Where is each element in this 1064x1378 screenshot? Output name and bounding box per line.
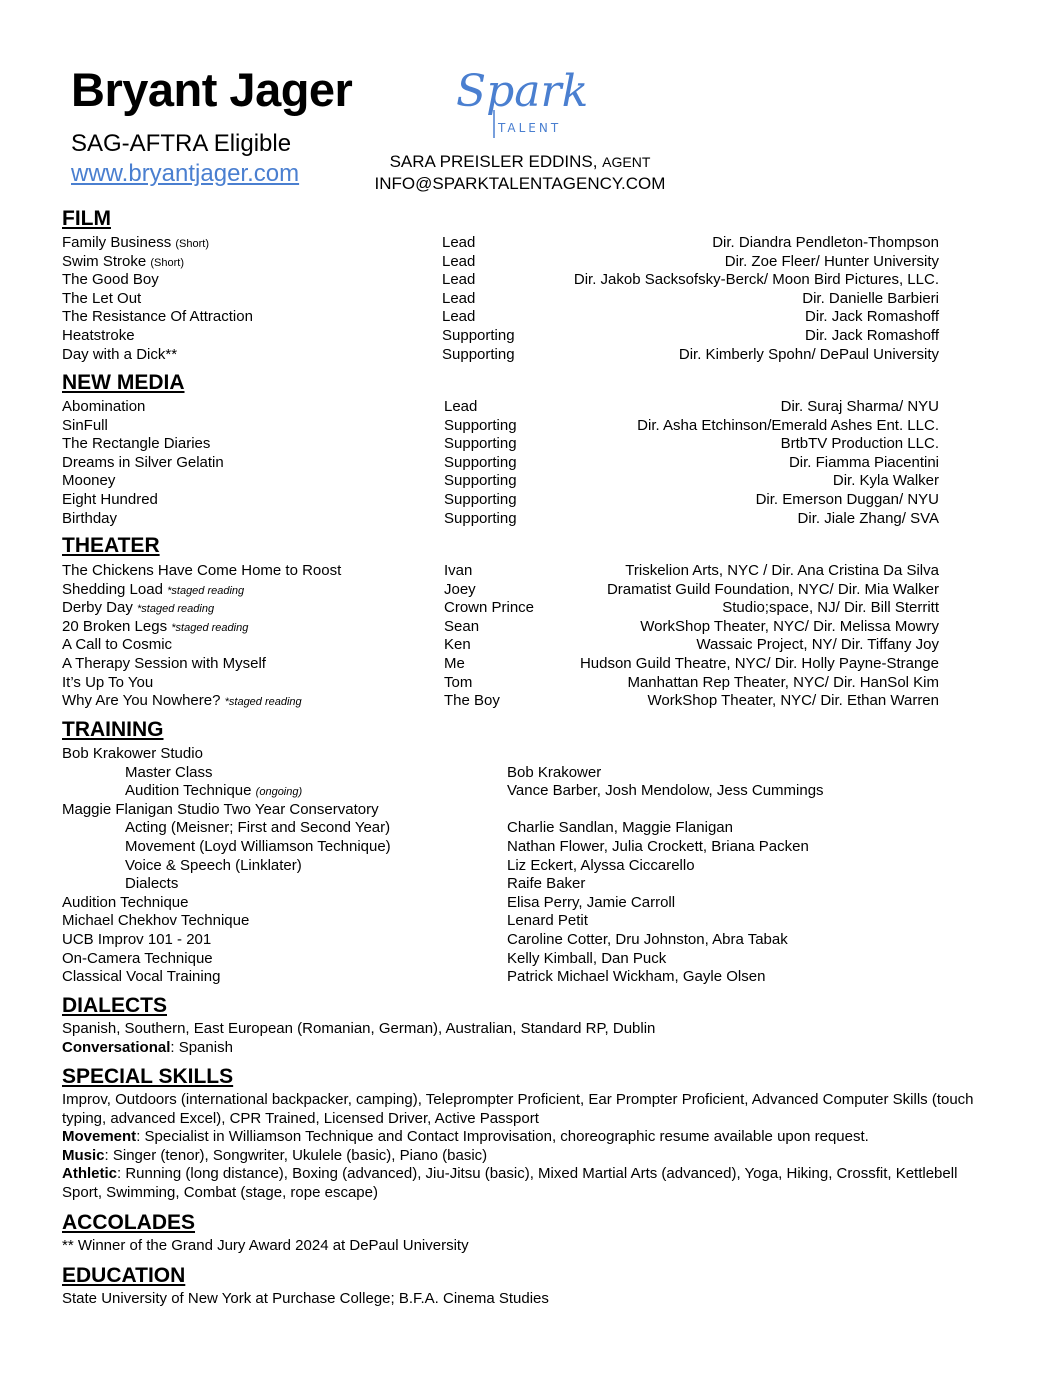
credit-row bbox=[62, 453, 939, 472]
credit-title bbox=[62, 453, 224, 472]
training-teacher: Elisa Perry, Jamie Carroll bbox=[507, 893, 676, 911]
credit-title-text: Shedding Load bbox=[62, 580, 163, 598]
credit-title-text: A Call to Cosmic bbox=[62, 636, 173, 654]
training-course-text: Master Class bbox=[125, 763, 213, 781]
credit-director: Triskelion Arts, NYC / Dir. Ana Cristina Da Silva bbox=[625, 562, 939, 579]
credit-title-text: Mooney bbox=[62, 472, 116, 490]
credit-director: Dramatist Guild Foundation, NYC/ Dir. Mia Walker bbox=[606, 580, 939, 598]
training-course-text: Michael Chekhov Technique bbox=[62, 912, 250, 930]
training-course bbox=[62, 893, 189, 912]
agent-line bbox=[360, 151, 680, 173]
section-title-dialects: DIALECTS bbox=[62, 994, 167, 1017]
credit-note: *staged reading bbox=[137, 603, 215, 616]
credit-director: Dir. Jakob Sacksofsky-Berck/ Moon Bird Pictures, LLC. bbox=[573, 271, 939, 289]
credit-row bbox=[62, 326, 939, 345]
credit-title-text: 20 Broken Legs bbox=[62, 617, 168, 635]
credit-title-text: It’s Up To You bbox=[62, 673, 154, 691]
agent-title: AGENT bbox=[602, 154, 651, 170]
music-label: Music bbox=[62, 1146, 105, 1164]
dialects-text bbox=[62, 1020, 992, 1057]
conversational-label: Conversational bbox=[62, 1038, 171, 1056]
section-title-accolades: ACCOLADES bbox=[62, 1211, 196, 1234]
credit-title bbox=[62, 691, 302, 712]
credit-row bbox=[62, 617, 939, 636]
athletic-value: : Running (long distance), Boxing (advanced), Jiu-Jitsu (basic), Mixed Martial Arts (advanced), Yoga, Hiking, Crossfit, Kettlebell Sport, Swimming, Combat (stage, rope escape) bbox=[62, 1165, 958, 1201]
credit-row bbox=[62, 416, 939, 435]
credit-director: Manhattan Rep Theater, NYC/ Dir. HanSol Kim bbox=[627, 673, 939, 691]
training-course-text: Dialects bbox=[125, 875, 179, 893]
dialects-list: Spanish, Southern, East European (Romanian, German), Australian, Standard RP, Dublin bbox=[62, 1020, 656, 1037]
conversational-value: : Spanish bbox=[170, 1038, 233, 1056]
credit-row bbox=[62, 289, 939, 308]
training-course bbox=[62, 949, 213, 968]
credit-row bbox=[62, 252, 939, 271]
website-link[interactable]: www.bryantjager.com bbox=[71, 160, 300, 187]
training-teacher: Caroline Cotter, Dru Johnston, Abra Tabak bbox=[507, 931, 788, 948]
credit-director: WorkShop Theater, NYC/ Dir. Ethan Warren bbox=[647, 692, 939, 710]
training-course bbox=[125, 763, 213, 782]
athletic-label: Athletic bbox=[62, 1165, 118, 1183]
credit-row bbox=[62, 307, 939, 326]
credit-director: Dir. Jack Romashoff bbox=[805, 327, 939, 344]
credit-row bbox=[62, 598, 939, 617]
credit-row bbox=[62, 233, 939, 252]
credit-director: Dir. Jiale Zhang/ SVA bbox=[797, 509, 939, 527]
credit-row bbox=[62, 673, 939, 692]
credit-title bbox=[62, 307, 253, 326]
conversational-line bbox=[62, 1039, 992, 1058]
credit-role: Lead bbox=[442, 308, 476, 326]
credit-role: Crown Prince bbox=[444, 599, 535, 617]
credit-role: Supporting bbox=[444, 509, 517, 527]
credit-title bbox=[62, 416, 108, 435]
credit-director: Wassaic Project, NY/ Dir. Tiffany Joy bbox=[696, 636, 939, 654]
training-course bbox=[125, 837, 391, 856]
agent-info bbox=[360, 151, 680, 195]
credit-director: Dir. Kimberly Spohn/ DePaul University bbox=[678, 345, 939, 363]
credit-director: Dir. Zoe Fleer/ Hunter University bbox=[724, 252, 939, 270]
credit-role: Lead bbox=[442, 271, 476, 289]
credit-title-text: A Therapy Session with Myself bbox=[62, 655, 266, 672]
credit-director: Dir. Suraj Sharma/ NYU bbox=[780, 398, 939, 415]
education-text: State University of New York at Purchase College; B.F.A. Cinema Studies bbox=[62, 1290, 549, 1307]
credit-role: Supporting bbox=[444, 491, 517, 508]
credit-director: WorkShop Theater, NYC/ Dir. Melissa Mowry bbox=[640, 617, 939, 635]
spark-talent-logo bbox=[448, 62, 588, 142]
section-title-theater: THEATER bbox=[62, 534, 160, 557]
credit-title-text: Swim Stroke bbox=[62, 252, 147, 270]
training-course-text: Bob Krakower Studio bbox=[62, 745, 203, 762]
section-title-training: TRAINING bbox=[62, 718, 164, 741]
credit-title-text: Dreams in Silver Gelatin bbox=[62, 453, 224, 471]
training-course bbox=[125, 874, 178, 893]
credit-note: *staged reading bbox=[167, 584, 245, 597]
credit-title bbox=[62, 434, 210, 453]
credit-director: Dir. Asha Etchinson/Emerald Ashes Ent. LLC. bbox=[637, 416, 939, 434]
skills-general: Improv, Outdoors (international backpacker, camping), Teleprompter Proficient, Ear Prompter Proficient, Advanced Computer Skills (touch typing, advanced Excel), CPR Trained, Licensed Driver, Active Passport bbox=[62, 1091, 974, 1127]
logo-script-text: Spark bbox=[456, 66, 588, 117]
credit-director: Dir. Kyla Walker bbox=[832, 472, 939, 490]
section-title-special-skills: SPECIAL SKILLS bbox=[62, 1065, 234, 1088]
credit-director: Studio;space, NJ/ Dir. Bill Sterritt bbox=[722, 599, 939, 617]
credit-role: The Boy bbox=[444, 692, 500, 710]
credit-role: Lead bbox=[442, 289, 476, 307]
training-teacher: Bob Krakower bbox=[507, 763, 602, 781]
credit-director: Dir. Jack Romashoff bbox=[805, 308, 939, 326]
credit-role: Ken bbox=[444, 636, 471, 654]
training-course-text: Audition Technique bbox=[125, 782, 252, 800]
credit-note: (Short) bbox=[150, 256, 184, 269]
credit-role: Lead bbox=[442, 234, 476, 251]
training-teacher: Liz Eckert, Alyssa Ciccarello bbox=[507, 856, 695, 874]
credit-role: Supporting bbox=[444, 416, 517, 434]
training-course-text: Classical Vocal Training bbox=[62, 968, 221, 986]
credit-row bbox=[62, 509, 939, 528]
music-value: : Singer (tenor), Songwriter, Ukulele (basic), Piano (basic) bbox=[104, 1146, 488, 1164]
credit-row bbox=[62, 345, 939, 364]
credit-row bbox=[62, 471, 939, 490]
training-course-text: Movement (Loyd Williamson Technique) bbox=[125, 838, 391, 855]
training-course bbox=[62, 967, 220, 986]
credit-role: Lead bbox=[444, 398, 478, 415]
credit-row bbox=[62, 561, 939, 580]
accolades-text: ** Winner of the Grand Jury Award 2024 at DePaul University bbox=[62, 1237, 469, 1254]
credit-row bbox=[62, 691, 939, 710]
credit-role: Lead bbox=[442, 252, 476, 270]
credit-director: Dir. Fiamma Piacentini bbox=[788, 453, 939, 471]
credit-note: (Short) bbox=[175, 238, 209, 250]
actor-name: Bryant Jager bbox=[71, 63, 353, 116]
credit-title-text: The Let Out bbox=[62, 289, 142, 307]
credit-title bbox=[62, 345, 177, 364]
credit-title bbox=[62, 289, 141, 308]
credit-role: Supporting bbox=[442, 327, 515, 344]
credit-title bbox=[62, 654, 266, 673]
credit-title-text: Heatstroke bbox=[62, 327, 135, 344]
training-teacher: Patrick Michael Wickham, Gayle Olsen bbox=[507, 968, 766, 986]
credit-director: Dir. Diandra Pendleton-Thompson bbox=[712, 234, 939, 251]
credit-title-text: Abomination bbox=[62, 398, 146, 415]
training-teacher: Vance Barber, Josh Mendolow, Jess Cummings bbox=[507, 782, 824, 800]
credit-title-text: Family Business bbox=[62, 234, 172, 251]
credit-role: Joey bbox=[444, 580, 476, 598]
agent-email[interactable]: INFO@SPARKTALENTAGENCY.COM bbox=[374, 174, 666, 194]
credit-role: Supporting bbox=[444, 472, 517, 490]
credit-role: Supporting bbox=[444, 435, 517, 453]
credit-director: Dir. Emerson Duggan/ NYU bbox=[755, 491, 939, 508]
training-teacher: Charlie Sandlan, Maggie Flanigan bbox=[507, 819, 733, 837]
training-course-text: Audition Technique bbox=[62, 893, 189, 911]
skills-music bbox=[62, 1147, 992, 1166]
credit-title bbox=[62, 635, 172, 654]
credit-role: Sean bbox=[444, 617, 480, 635]
credit-title bbox=[62, 326, 135, 345]
movement-label: Movement bbox=[62, 1128, 137, 1146]
credit-row bbox=[62, 580, 939, 599]
credit-row bbox=[62, 270, 939, 289]
training-course bbox=[62, 800, 379, 819]
credit-role: Ivan bbox=[444, 562, 473, 579]
credit-director: BrtbTV Production LLC. bbox=[780, 435, 939, 453]
credit-title-text: The Resistance Of Attraction bbox=[62, 308, 253, 326]
credit-role: Me bbox=[444, 655, 465, 672]
credit-title-text: The Rectangle Diaries bbox=[62, 435, 211, 453]
credit-title-text: Derby Day bbox=[62, 599, 133, 617]
credit-title bbox=[62, 561, 341, 580]
credit-row bbox=[62, 490, 939, 509]
training-teacher: Raife Baker bbox=[507, 875, 586, 893]
logo-sub-text: TALENT bbox=[498, 121, 562, 135]
union-status: SAG-AFTRA Eligible bbox=[71, 130, 292, 157]
movement-value: : Specialist in Williamson Technique and Contact Improvisation, choreographic resume available upon request. bbox=[136, 1128, 869, 1146]
training-course-text: Voice & Speech (Linklater) bbox=[125, 856, 302, 874]
section-title-new-media: NEW MEDIA bbox=[62, 371, 185, 394]
credit-title-text: Eight Hundred bbox=[62, 491, 158, 508]
training-course-text: Acting (Meisner; First and Second Year) bbox=[125, 819, 391, 837]
credit-title-text: Why Are You Nowhere? bbox=[62, 692, 221, 710]
credit-title bbox=[62, 397, 145, 416]
credit-director: Hudson Guild Theatre, NYC/ Dir. Holly Payne-Strange bbox=[579, 655, 939, 672]
credit-title bbox=[62, 471, 115, 490]
agent-name: SARA PREISLER EDDINS, bbox=[389, 152, 598, 171]
credit-row bbox=[62, 434, 939, 453]
credit-role: Supporting bbox=[444, 453, 517, 471]
training-course-text: On-Camera Technique bbox=[62, 949, 213, 967]
training-course-text: UCB Improv 101 - 201 bbox=[62, 931, 212, 948]
credit-title bbox=[62, 270, 159, 289]
credit-title bbox=[62, 509, 117, 528]
credit-title-text: The Good Boy bbox=[62, 271, 159, 289]
training-course bbox=[125, 818, 390, 837]
section-title-education: EDUCATION bbox=[62, 1264, 186, 1287]
credit-row bbox=[62, 397, 939, 416]
training-teacher: Kelly Kimball, Dan Puck bbox=[507, 949, 667, 967]
credit-title-text: Day with a Dick** bbox=[62, 345, 178, 363]
credit-title-text: SinFull bbox=[62, 416, 108, 434]
skills-movement bbox=[62, 1128, 992, 1147]
training-course-text: Maggie Flanigan Studio Two Year Conservatory bbox=[62, 800, 379, 818]
credit-role: Supporting bbox=[442, 345, 515, 363]
credit-title-text: The Chickens Have Come Home to Roost bbox=[62, 562, 342, 579]
training-course bbox=[125, 856, 302, 875]
credit-director: Dir. Danielle Barbieri bbox=[802, 289, 939, 307]
training-note: (ongoing) bbox=[255, 786, 303, 799]
credit-row bbox=[62, 635, 939, 654]
training-course bbox=[125, 781, 302, 800]
training-course bbox=[62, 744, 203, 763]
skills-athletic bbox=[62, 1165, 992, 1202]
section-title-film: FILM bbox=[62, 207, 111, 230]
training-teacher: Nathan Flower, Julia Crockett, Briana Packen bbox=[507, 838, 809, 855]
skills-text bbox=[62, 1091, 992, 1203]
training-teacher: Lenard Petit bbox=[507, 912, 588, 930]
credit-row bbox=[62, 654, 939, 673]
credit-role: Tom bbox=[444, 673, 473, 691]
credit-title bbox=[62, 673, 153, 692]
credit-title bbox=[62, 490, 158, 509]
credit-note: *staged reading bbox=[171, 621, 249, 634]
credit-title-text: Birthday bbox=[62, 509, 118, 527]
training-course bbox=[62, 911, 249, 930]
credit-note: *staged reading bbox=[224, 696, 302, 709]
training-course bbox=[62, 930, 211, 949]
